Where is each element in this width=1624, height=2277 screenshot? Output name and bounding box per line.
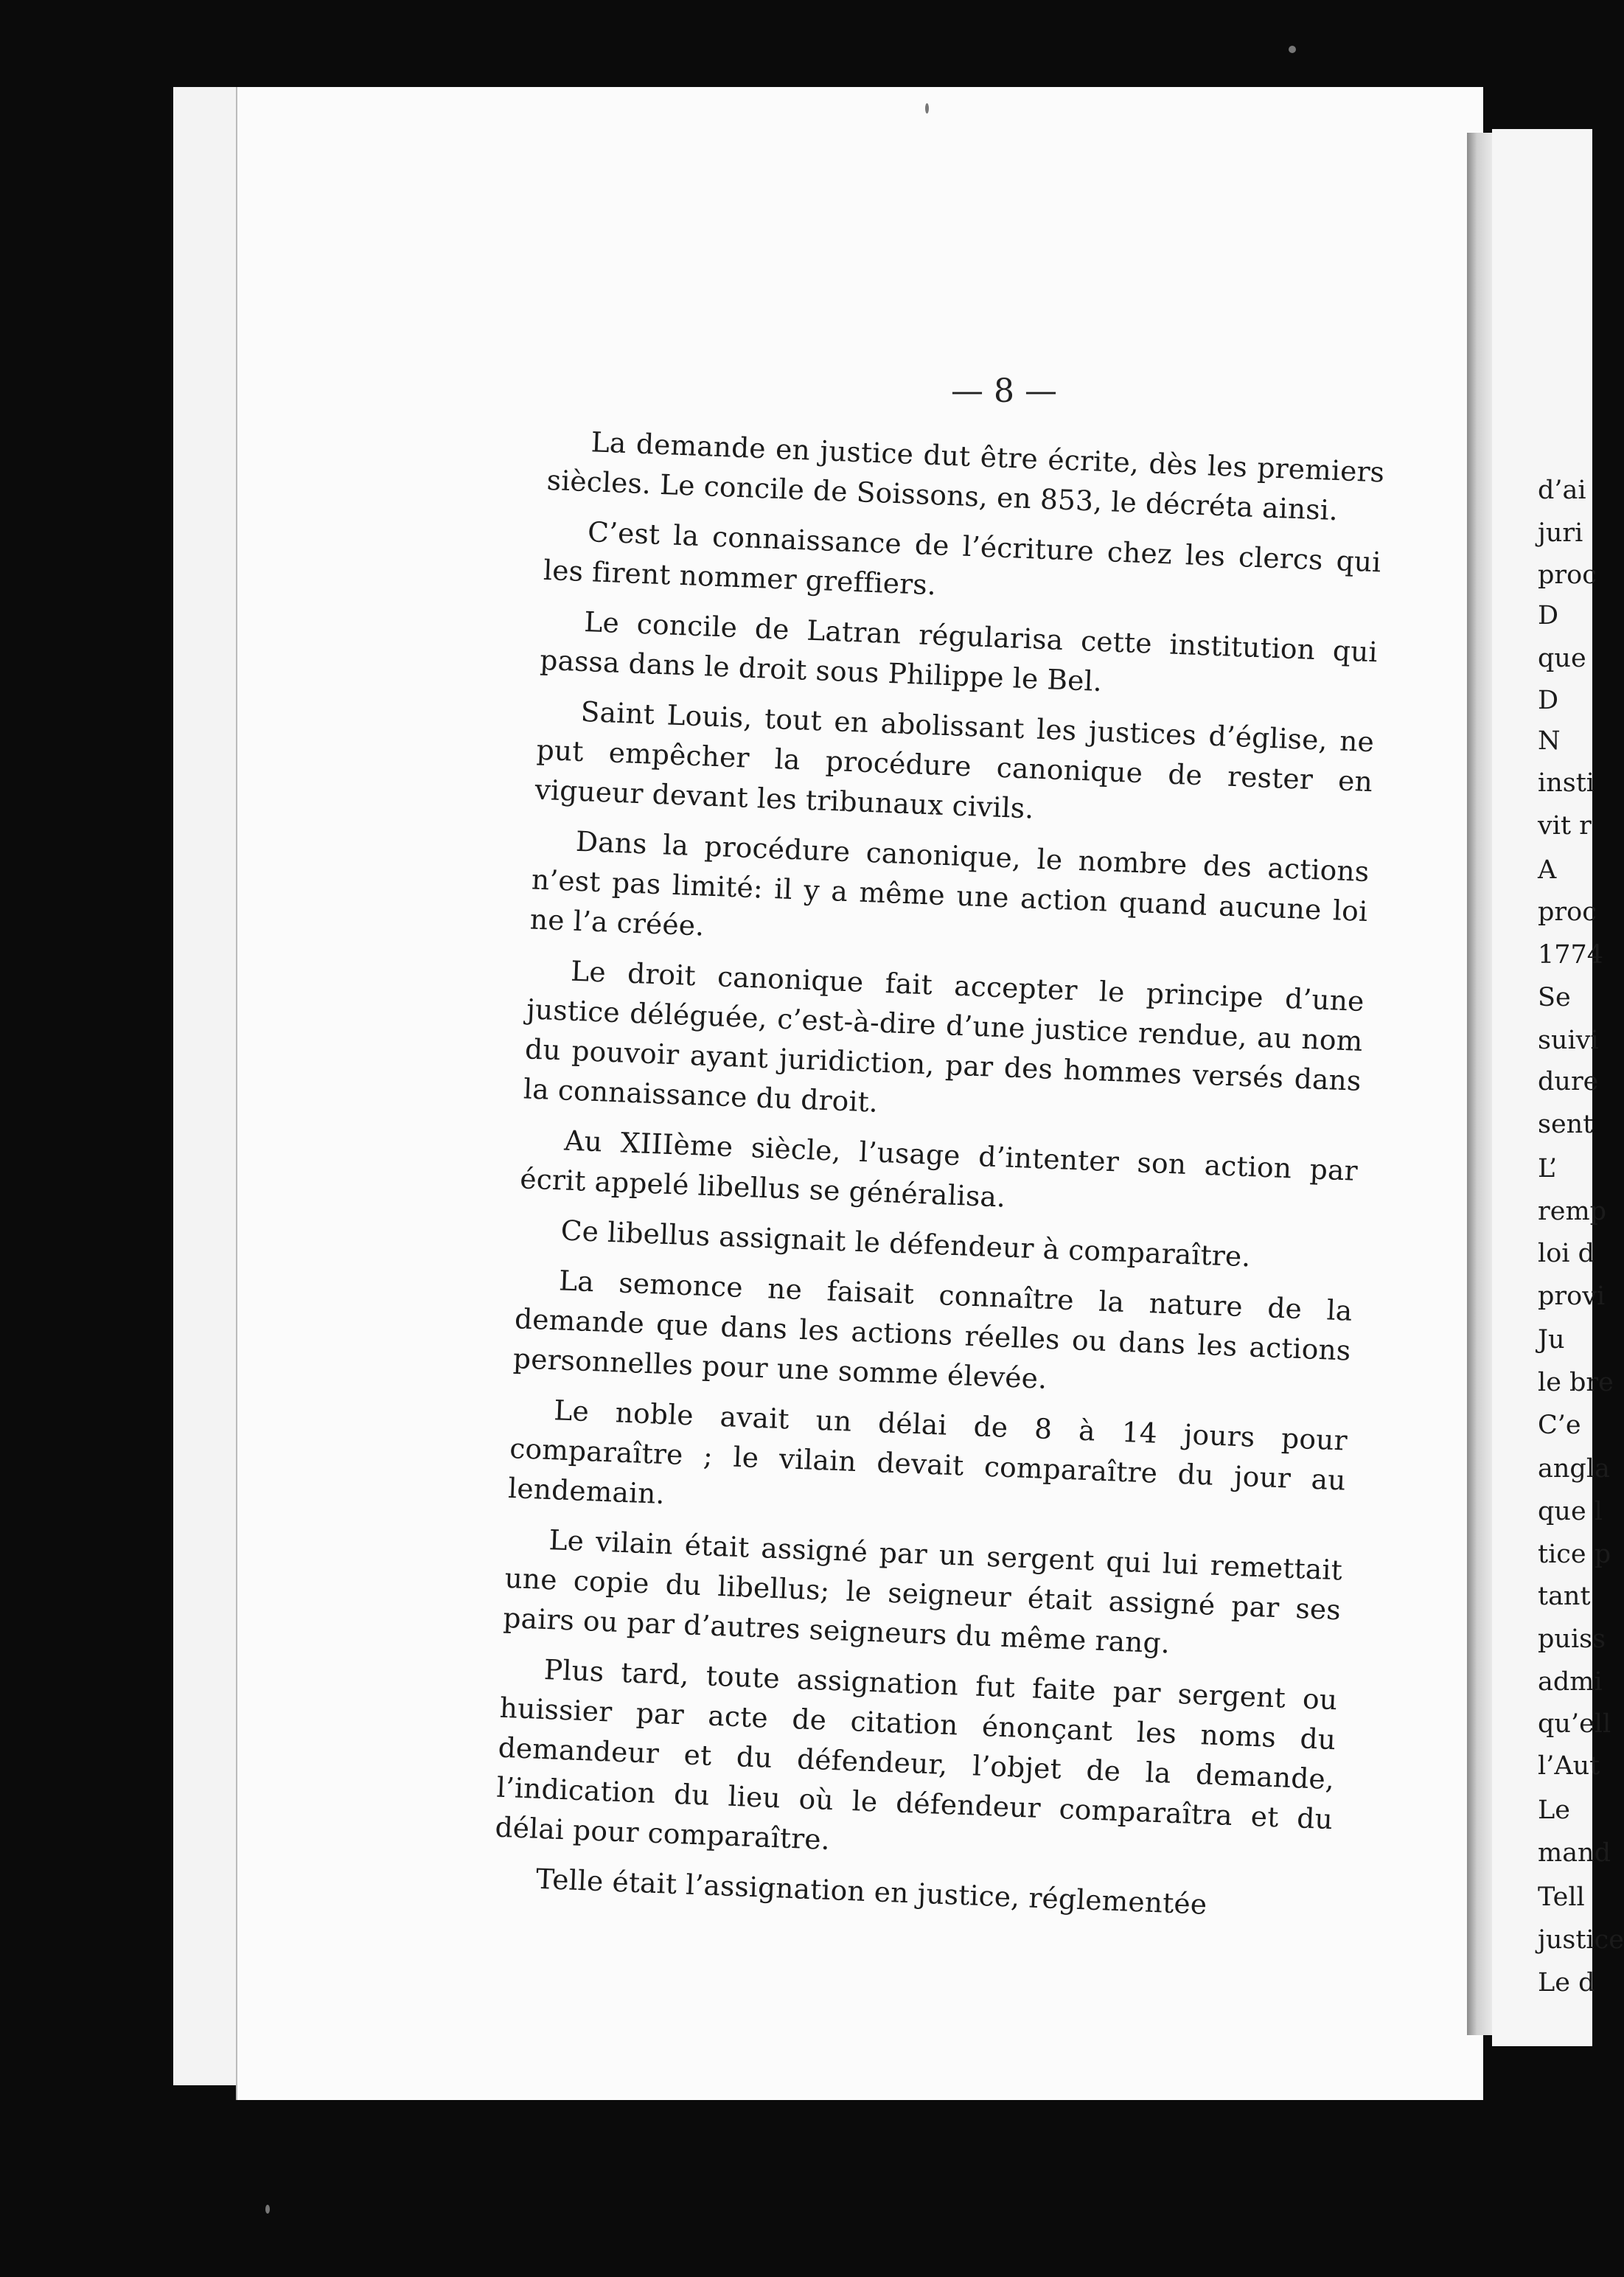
facing-page-fragment: dure: [1538, 1067, 1599, 1096]
facing-page-fragment: D: [1538, 686, 1559, 715]
facing-page-fragment: sent: [1538, 1110, 1594, 1139]
paragraph: Plus tard, toute assignation fut faite par sergent ou huissier par acte de citation énonçant les noms du demandeur et du défendeur, l’objet de la demande, l’indication du lieu où le défendeur comparaîtra et du délai pour comparaître.: [494, 1652, 1339, 1857]
facing-page: [1492, 129, 1624, 2046]
scan-speck: [265, 2205, 270, 2214]
facing-page-fragment: C’e: [1538, 1411, 1581, 1440]
facing-page-fragment: loi d: [1538, 1239, 1595, 1268]
facing-page-fragment: Se: [1538, 983, 1571, 1012]
paragraph: La demande en justice dut être écrite, dès les premiers siècles. Le concile de Soissons, en 853, le décréta ainsi.: [546, 425, 1385, 527]
facing-page-fragment: Tell: [1538, 1883, 1585, 1912]
scan-speck: [925, 103, 929, 114]
paragraph: Ce libellus assignait le défendeur à comparaître.: [560, 1214, 1252, 1273]
facing-page-fragment: 1774: [1538, 940, 1604, 970]
paragraph: C’est la connaissance de l’écriture chez les clercs qui les firent nommer greffiers.: [543, 515, 1382, 602]
facing-page-fragment: insti: [1538, 768, 1595, 798]
facing-page-fragment: A: [1538, 855, 1557, 885]
facing-page-fragment: Le: [1538, 1795, 1570, 1825]
facing-page-fragment: tice p: [1538, 1540, 1611, 1569]
facing-page-fragment: l’Aut: [1538, 1751, 1600, 1781]
paragraph: Le vilain était assigné par un sergent qui lui remettait une copie du libellus; le seigneur était assigné par ses pairs ou par d’autres seigneurs du même rang.: [502, 1523, 1343, 1660]
paragraph: Le concile de Latran régularisa cette institution qui passa dans le droit sous Philippe le Bel.: [539, 605, 1379, 698]
facing-page-fragment: D: [1538, 601, 1559, 630]
facing-page-fragment: justice: [1538, 1925, 1624, 1955]
facing-page-fragment: d’ai: [1538, 476, 1586, 505]
facing-page-fragment: Ju: [1538, 1325, 1565, 1355]
facing-page-fragment: admi: [1538, 1667, 1603, 1697]
facing-page-fragment: mand: [1538, 1838, 1611, 1868]
book-spine: [1467, 133, 1492, 2035]
paragraph: Saint Louis, tout en abolissant les justices d’église, ne put empêcher la procédure canonique de rester en vigueur devant les tribunaux civils.: [534, 695, 1375, 825]
facing-page-fragment: que l: [1538, 1497, 1603, 1526]
facing-page-fragment: angla: [1538, 1454, 1610, 1484]
facing-page-fragment: juri: [1538, 518, 1583, 548]
facing-page-fragment: le bre: [1538, 1368, 1614, 1397]
facing-page-fragment: suivi: [1538, 1026, 1599, 1055]
facing-page-fragment: proc: [1538, 897, 1597, 927]
facing-page-fragment: N: [1538, 726, 1561, 756]
facing-page-fragment: tant: [1538, 1582, 1591, 1611]
facing-page-fragment: vit r: [1538, 811, 1592, 841]
paragraph: Telle était l’assignation en justice, réglementée: [535, 1862, 1208, 1921]
paragraph: Au XIIIème siècle, l’usage d’intenter son action par écrit appelé libellus se généralisa.: [519, 1124, 1359, 1214]
paragraph: Le droit canonique fait accepter le principe d’une justice déléguée, c’est-à-dire d’une justice rendue, au nom du pouvoir ayant juridiction, par des hommes versés dans la connaissance du droit.: [523, 954, 1365, 1119]
facing-page-fragment: que: [1538, 644, 1586, 673]
page-number: — 8 —: [951, 372, 1057, 410]
paragraph: La semonce ne faisait connaître la nature de la demande que dans les actions réelles ou dans les actions personnelles pour une somme élevée.: [512, 1264, 1353, 1395]
facing-page-fragment: qu’ell: [1538, 1709, 1611, 1739]
facing-page-fragment: proc: [1538, 560, 1597, 590]
facing-page-fragment: Le d: [1538, 1968, 1595, 1998]
facing-page-fragment: puiss: [1538, 1624, 1606, 1654]
page-body: [492, 420, 1386, 1939]
facing-page-fragment: L’: [1538, 1154, 1557, 1183]
scan-speck: [1289, 46, 1296, 53]
facing-page-fragment: provi: [1538, 1282, 1606, 1311]
paragraph: Dans la procédure canonique, le nombre des actions n’est pas limité: il y a même une action quand aucune loi ne l’a créée.: [529, 824, 1370, 942]
facing-page-fragment: remp: [1538, 1197, 1607, 1226]
paragraph: Le noble avait un délai de 8 à 14 jours pour comparaître ; le vilain devait comparaître du jour au lendemain.: [507, 1394, 1348, 1511]
